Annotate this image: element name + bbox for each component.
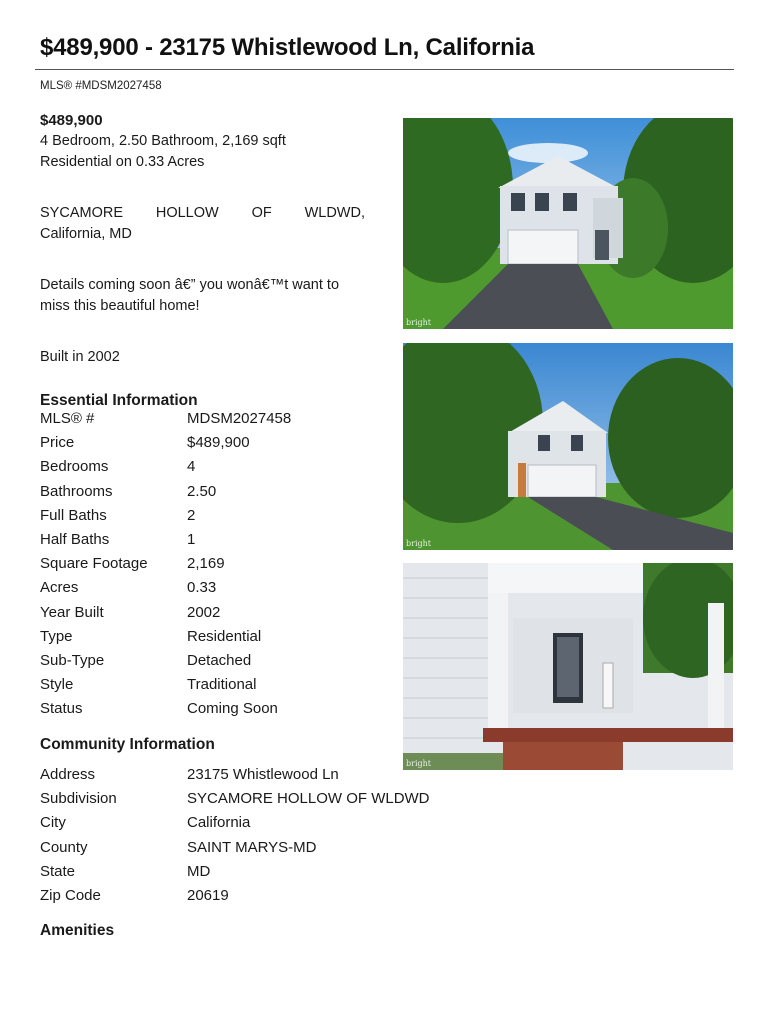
community-info-table	[40, 763, 430, 908]
photo-front-of-house[interactable]	[403, 118, 733, 329]
info-label: Bathrooms	[40, 482, 113, 500]
info-label: Zip Code	[40, 887, 101, 905]
info-value: MD	[187, 862, 211, 880]
info-row	[40, 836, 430, 860]
info-value: MDSM2027458	[187, 410, 292, 427]
info-row	[40, 480, 291, 504]
info-row	[40, 787, 430, 811]
info-label: Address	[40, 766, 96, 783]
info-row	[40, 697, 291, 721]
info-label: Subdivision	[40, 790, 117, 808]
info-label: Year Built	[40, 603, 104, 621]
info-row	[40, 528, 291, 552]
info-value: SAINT MARYS-MD	[187, 838, 317, 856]
info-row	[40, 763, 430, 787]
photo-watermark: bright	[406, 759, 431, 768]
location-city-state: California, MD	[40, 226, 132, 242]
info-label: Style	[40, 676, 74, 694]
info-value: 23175 Whistlewood Ln	[187, 766, 339, 783]
info-value: Residential	[187, 627, 262, 645]
photo-watermark: bright	[406, 318, 431, 327]
info-row	[40, 407, 291, 431]
info-row	[40, 601, 291, 625]
photo-front-porch[interactable]	[403, 563, 733, 770]
info-row	[40, 673, 291, 697]
listing-price: $489,900	[40, 112, 103, 129]
info-value: 20619	[187, 887, 229, 905]
info-label: City	[40, 814, 66, 832]
house-side-image	[403, 343, 733, 550]
info-label: Status	[40, 700, 83, 718]
info-row	[40, 504, 291, 528]
info-row	[40, 884, 430, 908]
info-label: Price	[40, 434, 75, 452]
info-value: Traditional	[187, 676, 257, 694]
info-row	[40, 860, 430, 884]
listing-built-year: Built in 2002	[40, 349, 120, 365]
info-row	[40, 576, 291, 600]
amenities-heading: Amenities	[40, 922, 115, 939]
info-value: Detached	[187, 652, 252, 670]
info-value: 2,169	[187, 555, 225, 573]
info-label: Type	[40, 627, 73, 645]
info-label: Acres	[40, 579, 79, 597]
essential-info-table	[40, 407, 291, 722]
info-row	[40, 455, 291, 479]
info-value: 0.33	[187, 579, 217, 597]
photo-side-of-house[interactable]	[403, 343, 733, 550]
info-label: Half Baths	[40, 531, 110, 549]
info-value: SYCAMORE HOLLOW OF WLDWD	[187, 790, 430, 808]
listing-specs: 4 Bedroom, 2.50 Bathroom, 2,169 sqft	[40, 133, 286, 149]
info-value: 1	[187, 531, 196, 549]
info-label: Full Baths	[40, 506, 107, 524]
listing-land: Residential on 0.33 Acres	[40, 154, 205, 170]
info-value: 2.50	[187, 482, 217, 500]
info-row	[40, 811, 430, 835]
info-row	[40, 552, 291, 576]
info-row	[40, 625, 291, 649]
info-value: 2	[187, 506, 196, 524]
info-value: Coming Soon	[187, 700, 278, 718]
essential-info-heading: Essential Information	[40, 392, 198, 409]
location-subdivision: SYCAMORE HOLLOW OF WLDWD,	[40, 205, 365, 221]
listing-summary	[40, 110, 365, 411]
info-value: $489,900	[187, 434, 250, 452]
info-label: Bedrooms	[40, 458, 109, 476]
info-label: Square Footage	[40, 555, 148, 573]
info-label: MLS® #	[40, 410, 95, 427]
mls-number: MLS® #MDSM2027458	[40, 80, 162, 92]
title-divider	[35, 69, 734, 70]
listing-description: Details coming soon â€” you wonâ€™t want to miss this beautiful home!	[40, 277, 340, 314]
info-row	[40, 649, 291, 673]
info-label: Sub-Type	[40, 652, 105, 670]
info-value: 4	[187, 458, 196, 476]
info-value: California	[187, 814, 251, 832]
info-label: State	[40, 862, 76, 880]
info-value: 2002	[187, 603, 221, 621]
info-row	[40, 431, 291, 455]
listing-location	[40, 203, 365, 245]
photo-watermark: bright	[406, 539, 431, 548]
info-label: County	[40, 838, 88, 856]
page-title: $489,900 - 23175 Whistlewood Ln, California	[40, 34, 535, 61]
house-front-image	[403, 118, 733, 329]
community-info-heading: Community Information	[40, 736, 215, 753]
front-porch-image	[403, 563, 733, 770]
